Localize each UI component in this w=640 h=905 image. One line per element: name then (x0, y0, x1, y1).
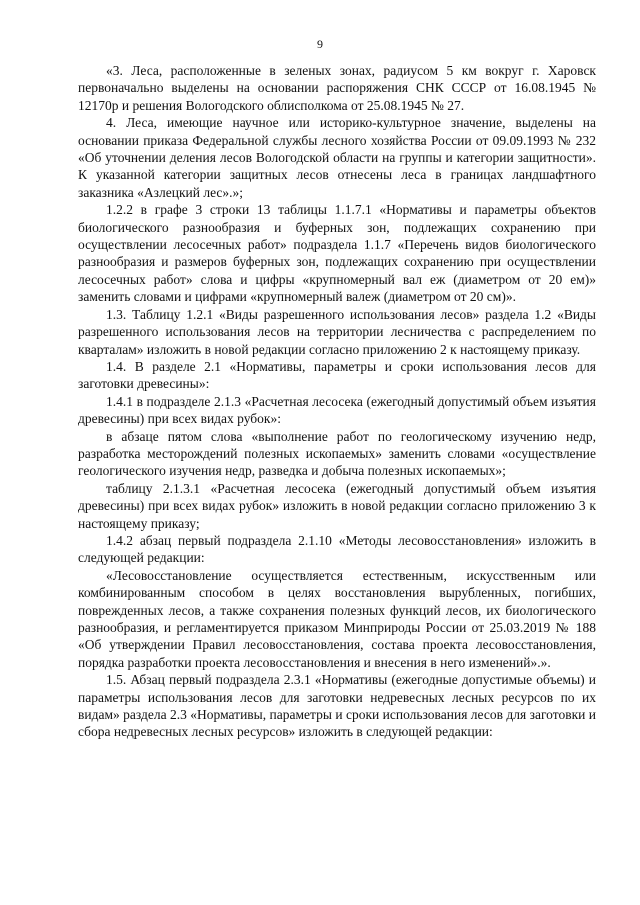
paragraph-forests-scientific-value: 4. Леса, имеющие научное или историко-культурное значение, выделены на основании приказа Федеральной службы лесного хозяйства России от 09.09.1993 № 232 «Об уточнении деления лесов Вологодской области на группы и категории защитности». К указанной категории защитных лесов отнесены леса в границах ландшафтного заказника «Азлецкий лес».»; (78, 115, 596, 200)
paragraph-item-1-2-2: 1.2.2 в графе 3 строки 13 таблицы 1.1.7.1 «Нормативы и параметры объектов биологического разнообразия и буферных зон, подлежащих сохранению при осуществлении лесосечных работ» подраздела 1.1.7 «Перечень видов биологического разнообразия и размеров буферных зон, подлежащих сохранению при осуществлении лесосечных работ» слова и цифры «крупномерный вал еж (диаметром от 20 ем)» заменить словами и цифрами «крупномерный валеж (диаметром от 20 см)». (78, 202, 596, 305)
paragraph-table-2-1-3-1: таблицу 2.1.3.1 «Расчетная лесосека (ежегодный допустимый объем изъятия древесины) при всех видах рубок» изложить в новой редакции согласно приложению 3 к настоящему приказу; (78, 480, 596, 531)
paragraph-fifth-abzac-change: в абзаце пятом слова «выполнение работ по геологическому изучению недр, разработка месторождений полезных ископаемых» заменить словами «осуществление геологического изучения недр, разведка и добыча полезных ископаемых»; (78, 428, 596, 479)
paragraph-item-1-5: 1.5. Абзац первый подраздела 2.3.1 «Нормативы (ежегодные допустимые объемы) и параметры использования лесов для заготовки недревесных лесных ресурсов по их видам» раздела 2.3 «Нормативы, параметры и сроки использования лесов для заготовки и сбора недревесных лесных ресурсов» изложить в следующей редакции: (78, 672, 596, 740)
paragraph-reforestation-quote: «Лесовосстановление осуществляется естественным, искусственным или комбинированным способом в целях восстановления вырубленных, погибших, поврежденных лесов, а также сохранения полезных функций лесов, их биологического разнообразия, и регламентируется приказом Минприроды России от 25.03.2019 № 188 «Об утверждении Правил лесовосстановления, состава проекта лесовосстановления, порядка разработки проекта лесовосстановления и внесения в него изменений».». (78, 567, 596, 670)
paragraph-forests-green-zones: «3. Леса, расположенные в зеленых зонах, радиусом 5 км вокруг г. Харовск первоначально выделены на основании распоряжения СНК СССР от 16.08.1945 № 12170р и решения Вологодского облисполкома от 25.08.1945 № 27. (78, 63, 596, 113)
document-body (78, 62, 596, 741)
page-number: 9 (317, 37, 323, 51)
paragraph-item-1-4: 1.4. В разделе 2.1 «Нормативы, параметры и сроки использования лесов для заготовки древесины»: (78, 358, 596, 392)
paragraph-item-1-4-2: 1.4.2 абзац первый подраздела 2.1.10 «Методы лесовосстановления» изложить в следующей редакции: (78, 532, 596, 566)
paragraph-item-1-4-1: 1.4.1 в подразделе 2.1.3 «Расчетная лесосека (ежегодный допустимый объем изъятия древесины) при всех видах рубок»: (78, 393, 596, 427)
paragraph-item-1-3: 1.3. Таблицу 1.2.1 «Виды разрешенного использования лесов» раздела 1.2 «Виды разрешенного использования лесов на территории лесничества с распределением по кварталам» изложить в новой редакции согласно приложению 2 к настоящему приказу. (78, 306, 596, 357)
